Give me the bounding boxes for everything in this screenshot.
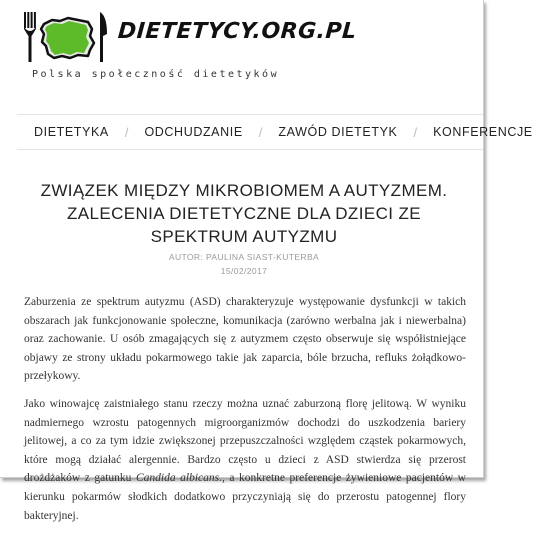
- main-navigation: [17, 114, 533, 150]
- logo-text: DIETETYCY.ORG.PL: [117, 19, 358, 44]
- article-title: ZWIĄZEK MIĘDZY MIKROBIOMEM A AUTYZMEM. ZALECENIA DIETETYCZNE DLA DZIECI ZE SPEKTRUM AUTYZMU: [40, 181, 448, 246]
- poland-map-icon: [38, 16, 96, 60]
- species-name: Candida albicans.: [135, 472, 222, 485]
- article-paragraph-2: [24, 395, 466, 525]
- article-paragraph-1: Zaburzenia ze spektrum autyzmu (ASD) charakteryzuje występowanie dysfunkcji w takich obszarach jak funkcjonowanie społeczne, komunikacja (zarówno werbalna jak i niewerbalna) oraz zachowanie. U osób zmagających się z autyzmem często obserwuje się współistniejące objawy ze strony układu pokarmowego takie jak zaparcia, bóle brzucha, refluks żołądkowo-przełykowy.: [24, 296, 466, 383]
- nav-separator: /: [413, 124, 418, 140]
- nav-item-konferencje[interactable]: KONFERENCJE: [433, 125, 533, 139]
- paragraph-text: Jako winowajcę zaistniałego stanu rzeczy można uznać zaburzoną florę jelitową. W wyniku nadmiernego wzrostu patogennych migroorganizmów dochodzi do uszkodzenia bariery jelitowej, a co za tym idzie zwiększonej przepuszczalności względem cząstek pokarmowych, które mogą działać alergennie. Bardzo często u dzieci z ASD stwierdza się przerost drożdżaków z gatunku: [24, 397, 466, 485]
- nav-separator: /: [258, 124, 263, 140]
- site-tagline: Polska społeczność dietetyków: [32, 69, 280, 80]
- nav-separator: /: [124, 124, 129, 140]
- nav-item-zawod-dietetyk[interactable]: ZAWÓD DIETETYK: [278, 125, 398, 139]
- article-date: 15/02/2017: [220, 266, 268, 276]
- nav-item-dietetyka[interactable]: DIETETYKA: [34, 125, 109, 139]
- fork-icon: [24, 12, 36, 62]
- article-meta: [24, 250, 464, 278]
- knife-icon: [98, 12, 108, 62]
- article-body: [24, 293, 466, 534]
- paragraph-text: , a konkretne preferencje żywieniowe pacjentów w kierunku pokarmów słodkich dodatkowo przyczyniają się do przerostu patogennej flory bakteryjnej.: [24, 472, 466, 522]
- nav-item-odchudzanie[interactable]: ODCHUDZANIE: [144, 125, 243, 139]
- article-author[interactable]: AUTOR: PAULINA SIAST-KUTERBA: [168, 252, 320, 262]
- site-logo[interactable]: [24, 8, 358, 68]
